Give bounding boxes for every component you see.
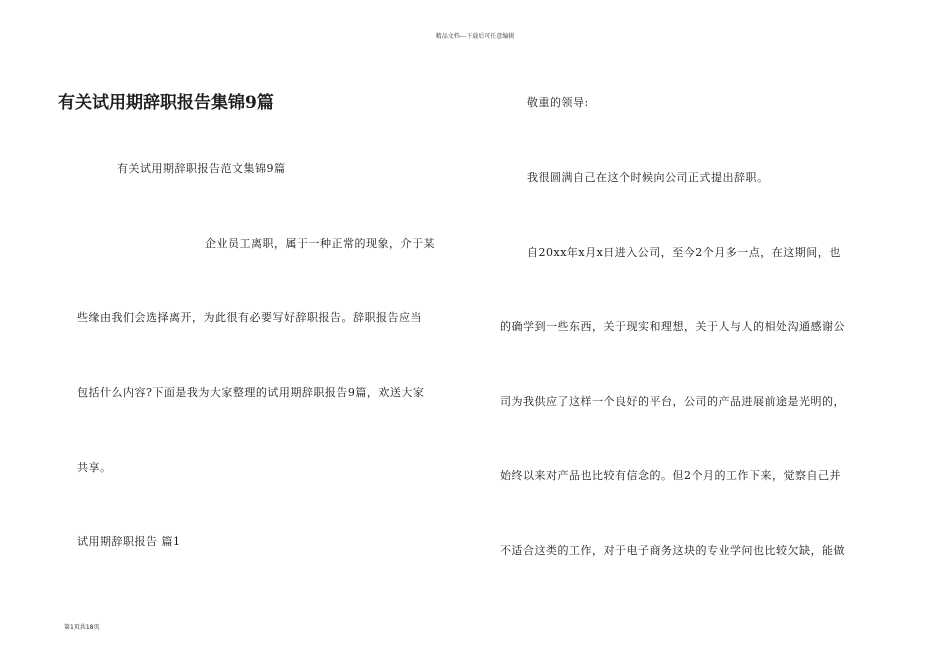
paragraph-line: 我很圆满自己在这个时候向公司正式提出辞职。 (527, 171, 769, 184)
page-header-watermark: 精品文档---下载后可任意编辑 (435, 33, 515, 40)
paragraph-line: 些缘由我们会选择离开，为此很有必要写好辞职报告。辞职报告应当 (77, 311, 422, 324)
paragraph-line: 司为我供应了这样一个良好的平台，公司的产品进展前途是光明的， (500, 395, 845, 408)
paragraph-line: 的确学到一些东西，关于现实和理想，关于人与人的相处沟通感谢公 (500, 320, 845, 333)
paragraph-line: 不适合这类的工作，对于电子商务这块的专业学问也比较欠缺，能做 (500, 544, 845, 557)
document-title: 有关试用期辞职报告集锦9篇 (58, 93, 274, 113)
paragraph-line: 共享。 (77, 461, 112, 474)
section-heading: 试用期辞职报告 篇1 (77, 535, 181, 548)
paragraph-line: 企业员工离职，属于一种正常的现象，介于某 (205, 237, 435, 250)
paragraph-line: 始终以来对产品也比较有信念的。但2个月的工作下来，觉察自己并 (500, 469, 841, 482)
salutation: 敬重的领导: (527, 96, 589, 109)
paragraph-subtitle: 有关试用期辞职报告范文集锦9篇 (117, 162, 286, 175)
paragraph-line: 自20xx年x月x日进入公司，至今2个月多一点，在这期间，也 (527, 246, 841, 259)
page-number-footer: 第1页共18页 (64, 624, 100, 631)
paragraph-line: 包括什么内容?下面是我为大家整理的试用期辞职报告9篇，欢送大家 (77, 386, 425, 399)
